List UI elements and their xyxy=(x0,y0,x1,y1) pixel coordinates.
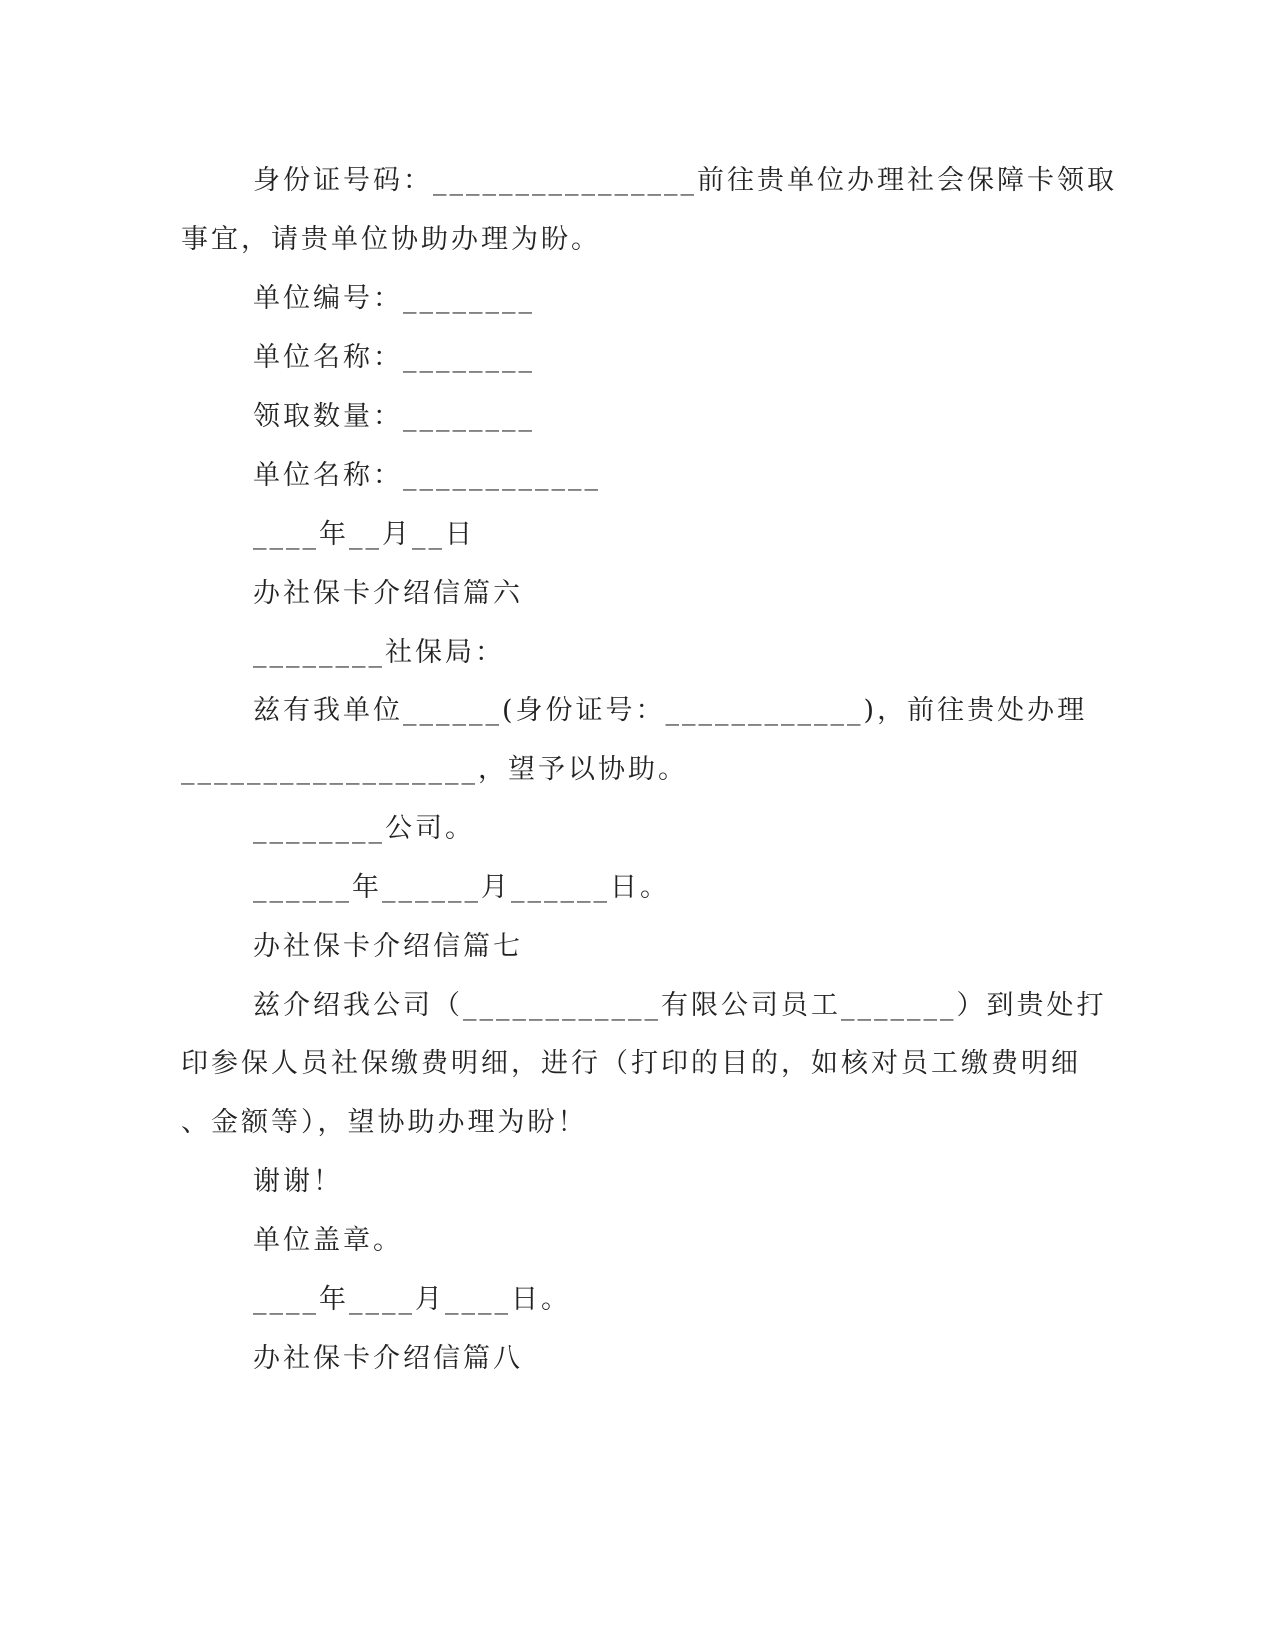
unit-name-field-2: 单位名称：____________ xyxy=(253,460,601,491)
date-line: ______年______月______日。 xyxy=(253,872,670,903)
unit-name-field: 单位名称：________ xyxy=(253,342,535,373)
section-heading-seven: 办社保卡介绍信篇七 xyxy=(253,931,523,962)
body-line: 兹有我单位______(身份证号：____________)，前往贵处办理 xyxy=(253,695,1088,726)
company-line: ________公司。 xyxy=(253,813,475,844)
seal-line: 单位盖章。 xyxy=(253,1225,403,1256)
request-line: 事宜，请贵单位协助办理为盼。 xyxy=(181,224,601,255)
unit-number-field: 单位编号：________ xyxy=(253,283,535,314)
section-heading-six: 办社保卡介绍信篇六 xyxy=(253,578,523,609)
id-number-line: 身份证号码：________________前往贵单位办理社会保障卡领取 xyxy=(253,165,1117,196)
body-line: 印参保人员社保缴费明细，进行（打印的目的，如核对员工缴费明细 xyxy=(181,1048,1081,1079)
thanks-line: 谢谢！ xyxy=(253,1166,343,1197)
body-line: 、金额等），望协助办理为盼！ xyxy=(181,1107,588,1138)
date-line: ____年____月____日。 xyxy=(253,1284,571,1315)
addressee-line: ________社保局： xyxy=(253,637,505,668)
section-heading-eight: 办社保卡介绍信篇八 xyxy=(253,1343,523,1374)
date-line: ____年__月__日 xyxy=(253,519,475,550)
body-line: 兹介绍我公司（____________有限公司员工_______）到贵处打 xyxy=(253,990,1107,1021)
quantity-field: 领取数量：________ xyxy=(253,401,535,432)
body-line: __________________，望予以协助。 xyxy=(181,754,688,785)
